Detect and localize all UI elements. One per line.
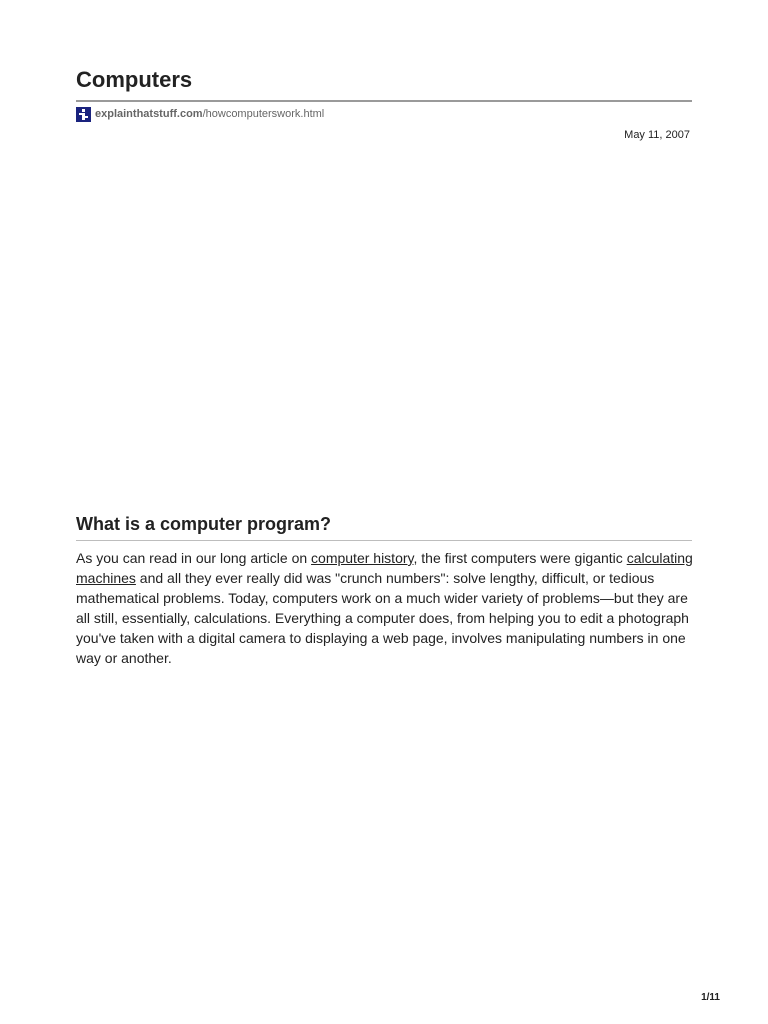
page-number: 1/11 — [701, 992, 720, 1003]
calculating-machines-link[interactable]: calculating machines — [76, 550, 693, 586]
page-title: Computers — [76, 67, 193, 92]
computer-history-link[interactable]: computer history — [311, 550, 414, 566]
body-paragraph — [76, 548, 696, 668]
source-path: /howcomputerswork.html — [202, 108, 325, 120]
paragraph-text-1: As you can read in our long article on — [76, 550, 312, 566]
paragraph-text-2: , the first computers were gigantic — [413, 550, 627, 566]
section-divider — [76, 540, 692, 541]
title-divider — [76, 100, 692, 102]
publish-date: May 11, 2007 — [624, 129, 690, 141]
source-line — [76, 106, 324, 122]
explainthatstuff-favicon-icon — [76, 107, 91, 122]
source-domain-link[interactable]: explainthatstuff.com — [95, 108, 203, 120]
paragraph-text-3: and all they ever really did was "crunch numbers": solve lengthy, difficult, or tedious mathematical problems. Today, computers work on a much wider variety of problems—but they are all still, essentially, calculations. Everything a computer does, from helping you to edit a photograph you've taken with a digital camera to displaying a web page, involves manipulating numbers in one way or another. — [76, 570, 689, 666]
section-heading: What is a computer program? — [76, 514, 332, 534]
